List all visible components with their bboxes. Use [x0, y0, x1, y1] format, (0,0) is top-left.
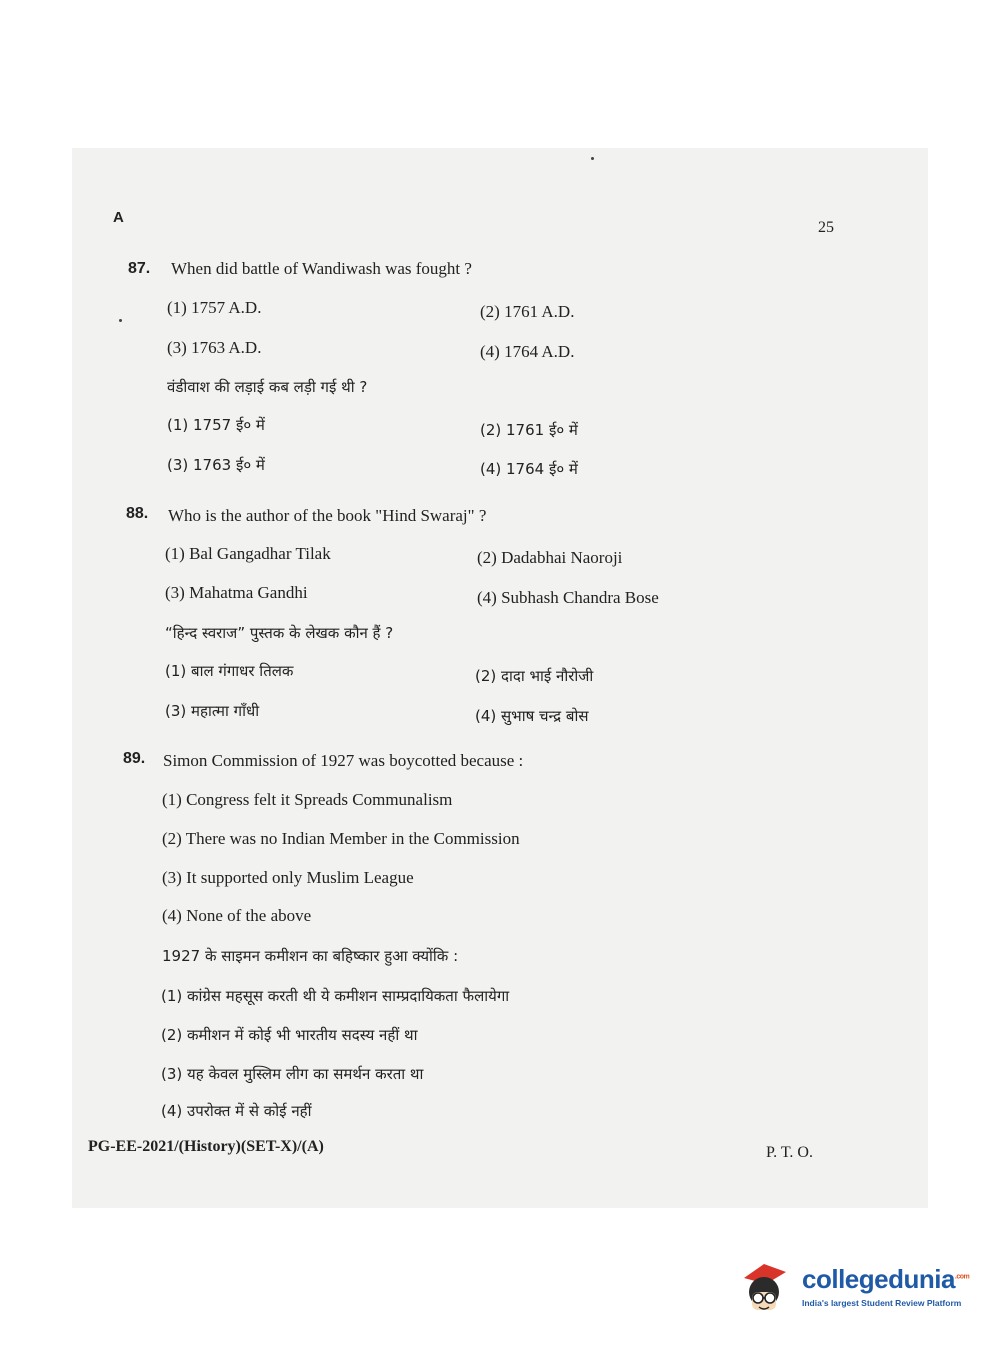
question-text-en: Who is the author of the book "Hind Swaraj" ?: [168, 506, 487, 525]
option-en: (1) Bal Gangadhar Tilak: [165, 544, 331, 563]
option-hi: (4) उपरोक्त में से कोई नहीं: [161, 1102, 312, 1120]
option-en: (3) 1763 A.D.: [167, 338, 262, 357]
option-hi: (3) यह केवल मुस्लिम लीग का समर्थन करता था: [161, 1065, 424, 1083]
option-en: (2) There was no Indian Member in the Commission: [162, 829, 520, 848]
option-en: (4) 1764 A.D.: [480, 342, 575, 361]
option-en: (4) None of the above: [162, 906, 312, 925]
page-number: 25: [818, 219, 834, 236]
question-number: 88.: [126, 505, 149, 522]
option-hi: (3) महात्मा गाँधी: [165, 702, 260, 720]
option-hi: (3) 1763 ई० में: [167, 456, 265, 474]
question-text-en: When did battle of Wandiwash was fought ?: [171, 259, 472, 278]
brand-name: collegedunia$^{.com}$: [802, 1264, 970, 1294]
option-en: (1) 1757 A.D.: [167, 298, 262, 317]
question-number: 87.: [128, 260, 151, 277]
option-hi: (4) 1764 ई० में: [480, 460, 578, 478]
option-en: (1) Congress felt it Spreads Communalism: [162, 790, 453, 809]
option-en: (2) 1761 A.D.: [480, 302, 575, 321]
option-hi: (1) बाल गंगाधर तिलक: [165, 662, 294, 680]
question-text-hi: वंडीवाश की लड़ाई कब लड़ी गई थी ?: [167, 378, 368, 396]
option-hi: (2) दादा भाई नौरोजी: [475, 667, 594, 685]
mascot-icon: [740, 1258, 796, 1318]
question-text-hi: 1927 के साइमन कमीशन का बहिष्कार हुआ क्योंकि :: [162, 947, 459, 965]
option-en: (2) Dadabhai Naoroji: [477, 548, 623, 567]
option-en: (4) Subhash Chandra Bose: [477, 588, 659, 607]
set-letter: A: [113, 209, 124, 226]
option-en: (3) It supported only Muslim League: [162, 868, 414, 887]
paper-code: PG-EE-2021/(History)(SET-X)/(A): [88, 1138, 324, 1155]
brand-tagline: India's largest Student Review Platform: [802, 1298, 962, 1308]
option-hi: (1) 1757 ई० में: [167, 416, 265, 434]
page-turn-over: P. T. O.: [766, 1144, 813, 1161]
question-number: 89.: [123, 750, 146, 767]
question-text-en: Simon Commission of 1927 was boycotted because :: [163, 751, 524, 770]
option-en: (3) Mahatma Gandhi: [165, 583, 308, 602]
option-hi: (1) कांग्रेस महसूस करती थी ये कमीशन साम्प्रदायिकता फैलायेगा: [161, 987, 510, 1005]
option-hi: (2) 1761 ई० में: [480, 421, 578, 439]
option-hi: (4) सुभाष चन्द्र बोस: [475, 707, 589, 725]
scan-speck: [119, 319, 122, 322]
question-text-hi: “हिन्द स्वराज” पुस्तक के लेखक कौन हैं ?: [165, 624, 394, 642]
collegedunia-logo: [740, 1258, 970, 1328]
option-hi: (2) कमीशन में कोई भी भारतीय सदस्य नहीं था: [161, 1026, 418, 1044]
scan-speck: [591, 157, 594, 160]
